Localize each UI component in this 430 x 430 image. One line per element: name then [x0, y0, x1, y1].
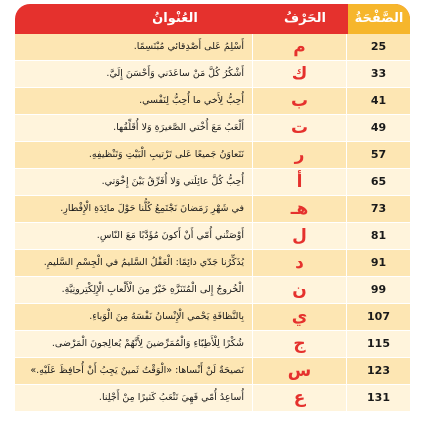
row-title: الْخُروجُ إِلى الْمُتَنَزَّهِ خَيْرٌ مِنَ الْأَلْعابِ الْإِلِكْتِرونِيَّةِ. [15, 277, 252, 303]
table-row[interactable] [15, 169, 410, 196]
row-page: 107 [347, 304, 410, 330]
row-title: أُحِبُّ كُلَّ عائِلَتي وَلا أُفَرِّقُ بَيْنَ إِخْوَتي. [15, 169, 252, 195]
row-letter: ر [253, 142, 346, 168]
row-title: أَلْعَبُ مَعَ أُخْتي الصَّغيرَةِ وَلا أُقَلِّقُها. [15, 115, 252, 141]
table-row[interactable] [15, 88, 410, 115]
header-letter: الحَرْفُ [284, 11, 326, 26]
table-row[interactable] [15, 223, 410, 250]
row-page: 73 [347, 196, 410, 222]
row-page: 123 [347, 358, 410, 384]
row-page: 99 [347, 277, 410, 303]
row-page: 25 [347, 34, 410, 60]
row-title: في شَهْرِ رَمَضانَ نَجْتَمِعُ كُلُّنا حَوْلَ مائِدَةِ الْإِفْطارِ. [15, 196, 252, 222]
row-page: 65 [347, 169, 410, 195]
row-page: 81 [347, 223, 410, 249]
row-letter: ت [253, 115, 346, 141]
table-row[interactable] [15, 34, 410, 61]
row-page: 115 [347, 331, 410, 357]
header-title: العُنْوانُ [152, 11, 198, 26]
table-row[interactable] [15, 142, 410, 169]
row-letter: هـ [253, 196, 346, 222]
row-letter: ج [253, 331, 346, 357]
row-title: أُحِبُّ لِأَخي ما أُحِبُّ لِنَفْسي. [15, 88, 252, 114]
table-row[interactable] [15, 250, 410, 277]
row-title: أَوْصَتْني أُمّي أَنْ أَكونَ مُؤَدَّبًا مَعَ النّاسِ. [15, 223, 252, 249]
row-page: 91 [347, 250, 410, 276]
row-letter: أ [253, 169, 346, 195]
toc-header [15, 4, 410, 34]
header-page: الصَّفْحَةُ [348, 4, 410, 34]
table-row[interactable] [15, 358, 410, 385]
row-letter: ي [253, 304, 346, 330]
table-row[interactable] [15, 331, 410, 358]
row-title: أُساعِدُ أُمّي فَهِيَ تَتْعَبُ كَثيرًا مِنْ أَجْلِنا. [15, 385, 252, 411]
row-letter: د [253, 250, 346, 276]
row-title: بِالنَّظافَةِ يَحْمي الْإِنْسانُ نَفْسَهُ مِنَ الْوَباءِ. [15, 304, 252, 330]
row-page: 131 [347, 385, 410, 411]
row-title: نَتَعاوَنُ جَميعًا عَلى تَرْتيبِ الْبَيْتِ وَتَنْظيفِهِ. [15, 142, 252, 168]
table-row[interactable] [15, 196, 410, 223]
row-page: 57 [347, 142, 410, 168]
row-letter: م [253, 34, 346, 60]
row-letter: ك [253, 61, 346, 87]
toc-rows [15, 34, 410, 412]
row-letter: ن [253, 277, 346, 303]
row-page: 41 [347, 88, 410, 114]
row-title: شُكْرًا لِلْأَطِبّاءِ وَالْمُمَرِّضينَ لِأَنَّهُمْ يُعالِجونَ الْمَرْضى. [15, 331, 252, 357]
row-letter: ع [253, 385, 346, 411]
row-page: 33 [347, 61, 410, 87]
table-row[interactable] [15, 304, 410, 331]
table-of-contents [15, 4, 410, 412]
row-letter: ب [253, 88, 346, 114]
row-title: أَشْكُرُ كُلَّ مَنْ ساعَدَني وَأَحْسَنَ إِلَيَّ. [15, 61, 252, 87]
row-letter: س [253, 358, 346, 384]
table-row[interactable] [15, 61, 410, 88]
row-title: نَصيحَةٌ لَنْ أَنْساها: «الْوَقْتُ ثَمينٌ يَجِبُ أَنْ أُحافِظَ عَلَيْهِ.» [15, 358, 252, 384]
row-page: 49 [347, 115, 410, 141]
row-letter: ل [253, 223, 346, 249]
table-row[interactable] [15, 277, 410, 304]
row-title: أَسْلِمُ عَلى أَصْدِقائي مُبْتَسِمًا. [15, 34, 252, 60]
table-row[interactable] [15, 115, 410, 142]
row-title: يُذَكِّرُنا جَدّي دائِمًا: الْعَقْلُ السَّليمُ في الْجِسْمِ السَّليمِ. [15, 250, 252, 276]
table-row[interactable] [15, 385, 410, 412]
